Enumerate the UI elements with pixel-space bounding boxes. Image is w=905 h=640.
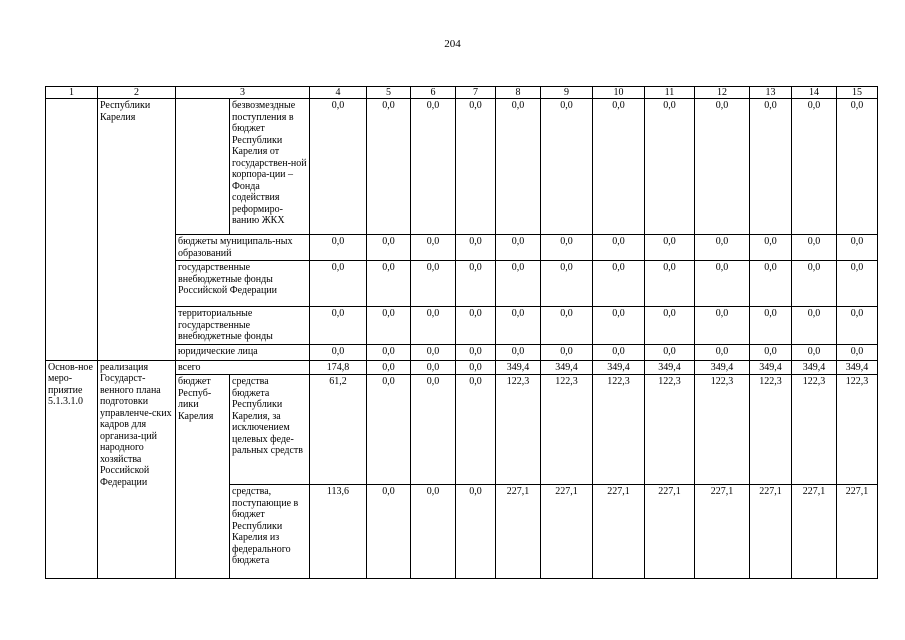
program-name-cell: Республики Карелия	[98, 99, 176, 361]
header-cell: 14	[792, 87, 837, 99]
value-cell: 0,0	[541, 261, 593, 307]
value-cell: 0,0	[496, 307, 541, 345]
value-cell: 122,3	[541, 375, 593, 485]
value-cell: 0,0	[541, 307, 593, 345]
value-cell: 0,0	[456, 235, 496, 261]
header-cell: 12	[695, 87, 750, 99]
value-cell: 349,4	[645, 360, 695, 375]
value-cell: 122,3	[837, 375, 878, 485]
value-cell: 61,2	[310, 375, 367, 485]
value-cell: 227,1	[837, 485, 878, 579]
value-cell: 0,0	[456, 360, 496, 375]
source-label: государственные внебюджетные фонды Российской Федерации	[176, 261, 310, 307]
source-label: территориальные государственные внебюджетные фонды	[176, 307, 310, 345]
value-cell: 0,0	[496, 99, 541, 235]
measure-name-cell: реализация Государст-венного плана подготовки управленче-ских кадров для организа-ций народного хозяйства Российской Федерации	[98, 360, 176, 579]
value-cell: 0,0	[837, 261, 878, 307]
value-cell: 0,0	[541, 235, 593, 261]
value-cell: 0,0	[593, 99, 645, 235]
value-cell: 0,0	[411, 261, 456, 307]
value-cell: 349,4	[496, 360, 541, 375]
value-cell: 0,0	[695, 99, 750, 235]
header-cell: 7	[456, 87, 496, 99]
value-cell: 349,4	[593, 360, 645, 375]
value-cell: 0,0	[750, 344, 792, 360]
value-cell: 0,0	[367, 261, 411, 307]
value-cell: 227,1	[750, 485, 792, 579]
value-cell: 0,0	[367, 485, 411, 579]
value-cell: 0,0	[456, 485, 496, 579]
value-cell: 0,0	[695, 307, 750, 345]
value-cell: 0,0	[750, 307, 792, 345]
value-cell: 0,0	[541, 99, 593, 235]
header-cell: 15	[837, 87, 878, 99]
value-cell: 0,0	[496, 261, 541, 307]
value-cell: 0,0	[310, 99, 367, 235]
value-cell: 0,0	[695, 235, 750, 261]
value-cell: 349,4	[792, 360, 837, 375]
value-cell: 227,1	[496, 485, 541, 579]
value-cell: 349,4	[750, 360, 792, 375]
value-cell: 0,0	[792, 99, 837, 235]
value-cell: 0,0	[411, 235, 456, 261]
value-cell: 227,1	[541, 485, 593, 579]
value-cell: 0,0	[645, 235, 695, 261]
header-cell: 4	[310, 87, 367, 99]
value-cell: 0,0	[367, 235, 411, 261]
value-cell: 349,4	[837, 360, 878, 375]
value-cell: 0,0	[792, 235, 837, 261]
source-label: всего	[176, 360, 310, 375]
value-cell: 0,0	[456, 375, 496, 485]
header-cell: 10	[593, 87, 645, 99]
value-cell: 227,1	[792, 485, 837, 579]
value-cell: 0,0	[593, 344, 645, 360]
value-cell: 0,0	[367, 307, 411, 345]
header-cell: 1	[46, 87, 98, 99]
measure-number-cell: Основ-ное меро-приятие 5.1.3.1.0	[46, 360, 98, 579]
empty-cell	[46, 99, 98, 361]
header-cell: 6	[411, 87, 456, 99]
value-cell: 0,0	[645, 344, 695, 360]
source-label: средства бюджета Республики Карелия, за исключением целевых феде-ральных средств	[230, 375, 310, 485]
value-cell: 0,0	[837, 344, 878, 360]
value-cell: 0,0	[310, 344, 367, 360]
value-cell: 0,0	[456, 261, 496, 307]
value-cell: 0,0	[645, 261, 695, 307]
value-cell: 0,0	[792, 307, 837, 345]
value-cell: 0,0	[456, 307, 496, 345]
value-cell: 0,0	[310, 307, 367, 345]
header-cell: 5	[367, 87, 411, 99]
value-cell: 0,0	[411, 485, 456, 579]
value-cell: 113,6	[310, 485, 367, 579]
value-cell: 0,0	[456, 99, 496, 235]
value-cell: 0,0	[411, 99, 456, 235]
header-cell: 2	[98, 87, 176, 99]
value-cell: 349,4	[541, 360, 593, 375]
header-cell: 13	[750, 87, 792, 99]
header-cell: 9	[541, 87, 593, 99]
value-cell: 0,0	[792, 261, 837, 307]
value-cell: 0,0	[593, 261, 645, 307]
header-cell: 8	[496, 87, 541, 99]
value-cell: 0,0	[496, 344, 541, 360]
page-number: 204	[444, 38, 461, 50]
value-cell: 122,3	[496, 375, 541, 485]
value-cell: 0,0	[792, 344, 837, 360]
value-cell: 0,0	[411, 360, 456, 375]
empty-cell	[176, 99, 230, 235]
value-cell: 0,0	[310, 261, 367, 307]
value-cell: 0,0	[411, 307, 456, 345]
value-cell: 0,0	[837, 307, 878, 345]
value-cell: 0,0	[367, 375, 411, 485]
header-row	[46, 87, 878, 99]
value-cell: 0,0	[695, 344, 750, 360]
value-cell: 0,0	[645, 307, 695, 345]
value-cell: 0,0	[456, 344, 496, 360]
value-cell: 0,0	[837, 99, 878, 235]
value-cell: 122,3	[695, 375, 750, 485]
value-cell: 0,0	[541, 344, 593, 360]
budget-group-cell: бюджет Респуб-лики Карелия	[176, 375, 230, 579]
source-label: юридические лица	[176, 344, 310, 360]
source-label: бюджеты муниципаль-ных образований	[176, 235, 310, 261]
value-cell: 227,1	[695, 485, 750, 579]
table-row	[46, 99, 878, 235]
header-cell: 11	[645, 87, 695, 99]
value-cell: 0,0	[593, 235, 645, 261]
value-cell: 122,3	[593, 375, 645, 485]
value-cell: 0,0	[411, 344, 456, 360]
value-cell: 0,0	[496, 235, 541, 261]
budget-table	[45, 86, 878, 579]
table-row	[46, 360, 878, 375]
header-cell: 3	[176, 87, 310, 99]
value-cell: 122,3	[645, 375, 695, 485]
value-cell: 0,0	[837, 235, 878, 261]
value-cell: 349,4	[695, 360, 750, 375]
value-cell: 0,0	[695, 261, 750, 307]
value-cell: 0,0	[645, 99, 695, 235]
value-cell: 0,0	[310, 235, 367, 261]
value-cell: 0,0	[367, 99, 411, 235]
source-label: средства, поступающие в бюджет Республики Карелия из федерального бюджета	[230, 485, 310, 579]
value-cell: 122,3	[750, 375, 792, 485]
source-label: безвозмездные поступления в бюджет Республики Карелия от государствен-ной корпора-ции – Фонда содействия реформиро-ванию ЖКХ	[230, 99, 310, 235]
value-cell: 227,1	[593, 485, 645, 579]
value-cell: 0,0	[750, 99, 792, 235]
value-cell: 0,0	[750, 261, 792, 307]
value-cell: 0,0	[411, 375, 456, 485]
value-cell: 122,3	[792, 375, 837, 485]
value-cell: 0,0	[367, 360, 411, 375]
value-cell: 0,0	[367, 344, 411, 360]
value-cell: 174,8	[310, 360, 367, 375]
value-cell: 0,0	[750, 235, 792, 261]
value-cell: 227,1	[645, 485, 695, 579]
value-cell: 0,0	[593, 307, 645, 345]
